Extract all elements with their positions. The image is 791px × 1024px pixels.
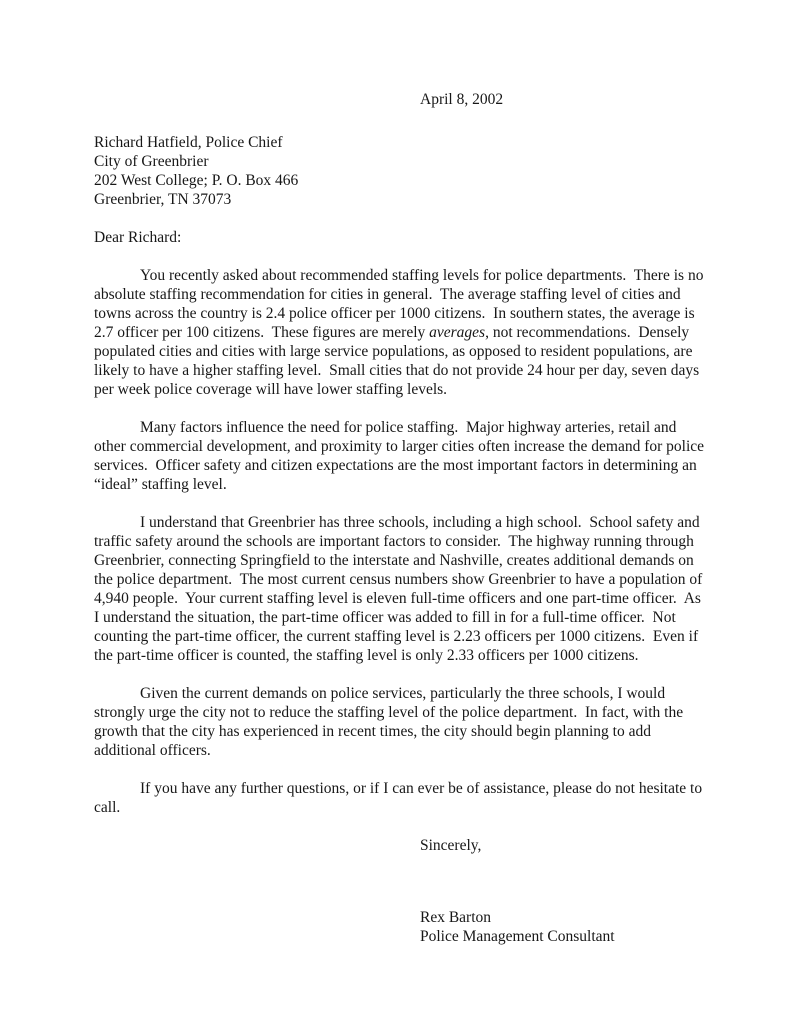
letter-date: April 8, 2002 (420, 91, 504, 108)
signature-name: Rex Barton (420, 909, 492, 926)
text-run: You recently asked about recommended staffing levels for police departments. There is no absolute staffing recommendation for cities in general. The average staffing level of cities and towns across the country is 2.4 police officer per 1000 citizens. In southern states, the average is 2.7 officer per 100 citizens. These figures are merely (94, 267, 708, 341)
salutation: Dear Richard: (94, 229, 182, 246)
closing-sincerely: Sincerely, (420, 837, 482, 854)
recipient-city-line: Greenbrier, TN 37073 (94, 191, 232, 208)
recipient-name-line: Richard Hatfield, Police Chief (94, 134, 283, 151)
recipient-org-line: City of Greenbrier (94, 153, 209, 170)
text-run: Many factors influence the need for police staffing. Major highway arteries, retail and other commercial development, and proximity to larger cities often increase the demand for police services. Officer safety and citizen expectations are the most important factors in determining an “ideal” staffing level. (94, 419, 708, 493)
letter-body (94, 266, 706, 817)
text-run: , not recommendations. Densely populated cities and cities with large service populations, as opposed to resident populations, are likely to have a higher staffing level. Small cities that do not provide 24 hour per day, seven days per week police coverage will have lower staffing levels. (94, 324, 704, 398)
recipient-address (94, 133, 706, 209)
letter-paragraph (94, 266, 706, 399)
letter-paragraph (94, 684, 706, 760)
letter-paragraph (94, 779, 706, 817)
letter-paragraph (94, 513, 706, 665)
signature-block (420, 908, 706, 946)
text-run: If you have any further questions, or if I can ever be of assistance, please do not hesitate to call. (94, 780, 706, 816)
letter-paragraph (94, 418, 706, 494)
signature-title: Police Management Consultant (420, 928, 615, 945)
italic-text-run: averages (429, 324, 486, 341)
recipient-street-line: 202 West College; P. O. Box 466 (94, 172, 299, 189)
text-run: I understand that Greenbrier has three schools, including a high school. School safety and traffic safety around the schools are important factors to consider. The highway running through Greenbrier, connecting Springfield to the interstate and Nashville, creates additional demands on the police department. The most current census numbers show Greenbrier to have a population of 4,940 people. Your current staffing level is eleven full-time officers and one part-time officer. As I understand the situation, the part-time officer was added to fill in for a full-time officer. Not counting the part-time officer, the current staffing level is 2.23 officers per 1000 citizens. Even if the part-time officer is counted, the staffing level is only 2.33 officers per 1000 citizens. (94, 514, 707, 664)
text-run: Given the current demands on police services, particularly the three schools, I would strongly urge the city not to reduce the staffing level of the police department. In fact, with the growth that the city has experienced in recent times, the city should begin planning to add additional officers. (94, 685, 687, 759)
